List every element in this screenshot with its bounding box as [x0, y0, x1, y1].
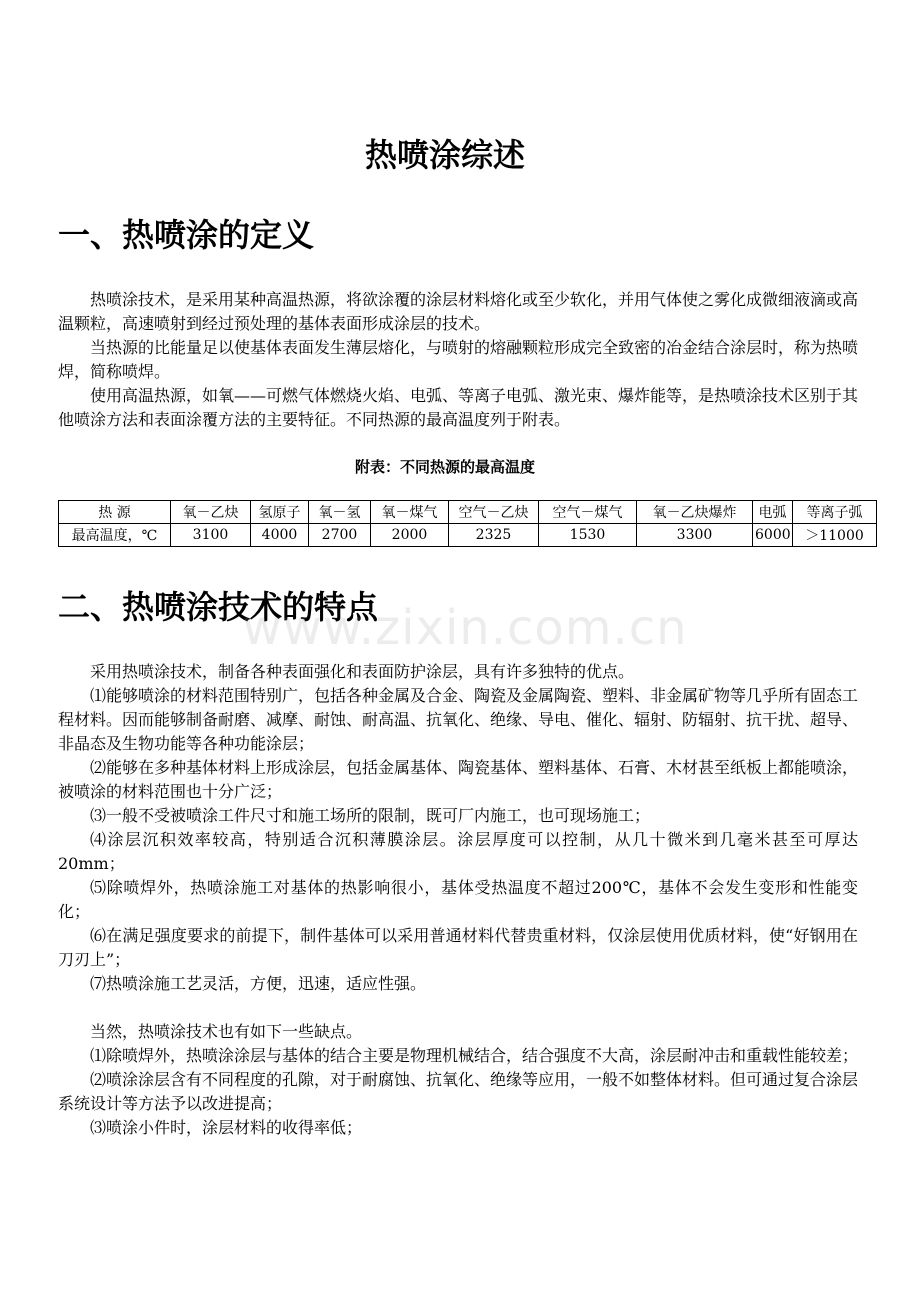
paragraph: ⑷涂层沉积效率较高，特别适合沉积薄膜涂层。涂层厚度可以控制，从几十微米到几毫米甚至可厚达20mm；	[58, 830, 858, 873]
paragraph: ⑴能够喷涂的材料范围特别广，包括各种金属及合金、陶瓷及金属陶瓷、塑料、非金属矿物等几乎所有固态工程材料。因而能够制备耐磨、减摩、耐蚀、耐高温、抗氧化、绝缘、导电、催化、辐射、防辐射、抗干扰、超导、非晶态及生物功能等各种功能涂层；	[58, 686, 859, 753]
section-features-body	[58, 660, 858, 1140]
blank-line	[58, 996, 858, 1020]
paragraph: 采用热喷涂技术，制备各种表面强化和表面防护涂层，具有许多独特的优点。	[90, 662, 635, 681]
section-definition-body	[58, 288, 858, 432]
table-cell: 6000	[753, 524, 793, 547]
table-header-cell: 氢原子	[251, 501, 309, 524]
paragraph: ⑹在满足强度要求的前提下，制件基体可以采用普通材料代替贵重材料，仅涂层使用优质材料，使“好钢用在刀刃上”；	[58, 926, 858, 969]
table-header-cell: 氧－氢	[309, 501, 371, 524]
table-cell: 3100	[171, 524, 251, 547]
paragraph: ⑵能够在多种基体材料上形成涂层，包括金属基体、陶瓷基体、塑料基体、石膏、木材甚至纸板上都能喷涂，被喷涂的材料范围也十分广泛；	[58, 758, 859, 801]
paragraph: ⑵喷涂涂层含有不同程度的孔隙，对于耐腐蚀、抗氧化、绝缘等应用，一般不如整体材料。但可通过复合涂层系统设计等方法予以改进提高；	[58, 1070, 859, 1113]
table-cell: 2000	[371, 524, 449, 547]
document-title: 热喷涂综述	[364, 136, 525, 174]
table-cell: 1530	[539, 524, 637, 547]
paragraph: 热喷涂技术，是采用某种高温热源，将欲涂覆的涂层材料熔化或至少软化，并用气体使之雾化成微细液滴或高温颗粒，高速喷射到经过预处理的基体表面形成涂层的技术。	[58, 290, 859, 333]
watermark: www.zixin.com.cn	[242, 600, 688, 656]
table-row	[59, 524, 877, 547]
table-cell: 4000	[251, 524, 309, 547]
paragraph: ⑴除喷焊外，热喷涂涂层与基体的结合主要是物理机械结合，结合强度不大高，涂层耐冲击和重载性能较差；	[90, 1046, 859, 1065]
table-header-cell: 热 源	[59, 501, 171, 524]
table-header-row	[59, 501, 877, 524]
paragraph: ⑶喷涂小件时，涂层材料的收得率低；	[90, 1118, 363, 1137]
table-caption: 附表：不同热源的最高温度	[354, 458, 535, 476]
table-cell: 最高温度，℃	[59, 524, 171, 547]
paragraph: ⑺热喷涂施工艺灵活，方便，迅速，适应性强。	[90, 974, 427, 993]
table-header-cell: 氧－乙炔	[171, 501, 251, 524]
paragraph: 使用高温热源，如氧——可燃气体燃烧火焰、电弧、等离子电弧、激光束、爆炸能等，是热喷涂技术区别于其他喷涂方法和表面涂覆方法的主要特征。不同热源的最高温度列于附表。	[58, 386, 859, 429]
table-cell: 3300	[637, 524, 753, 547]
table-header-cell: 氧－煤气	[371, 501, 449, 524]
table-header-cell: 氧－乙炔爆炸	[637, 501, 753, 524]
table-header-cell: 电弧	[753, 501, 793, 524]
paragraph: 当然，热喷涂技术也有如下一些缺点。	[90, 1022, 363, 1041]
paragraph: ⑶一般不受被喷涂工件尺寸和施工场所的限制，既可厂内施工，也可现场施工；	[90, 806, 651, 825]
table-cell: ＞11000	[793, 524, 877, 547]
section-heading-definition: 一、热喷涂的定义	[58, 216, 315, 254]
paragraph: ⑸除喷焊外，热喷涂施工对基体的热影响很小，基体受热温度不超过200℃，基体不会发生变形和性能变化；	[58, 878, 858, 921]
heat-source-table	[58, 500, 877, 547]
table-header-cell: 等离子弧	[793, 501, 877, 524]
table-header-cell: 空气－乙炔	[449, 501, 539, 524]
paragraph: 当热源的比能量足以使基体表面发生薄层熔化，与喷射的熔融颗粒形成完全致密的冶金结合涂层时，称为热喷焊，简称喷焊。	[58, 338, 859, 381]
table-header-cell: 空气－煤气	[539, 501, 637, 524]
section-heading-features: 二、热喷涂技术的特点	[58, 588, 379, 626]
table-cell: 2700	[309, 524, 371, 547]
table-cell: 2325	[449, 524, 539, 547]
